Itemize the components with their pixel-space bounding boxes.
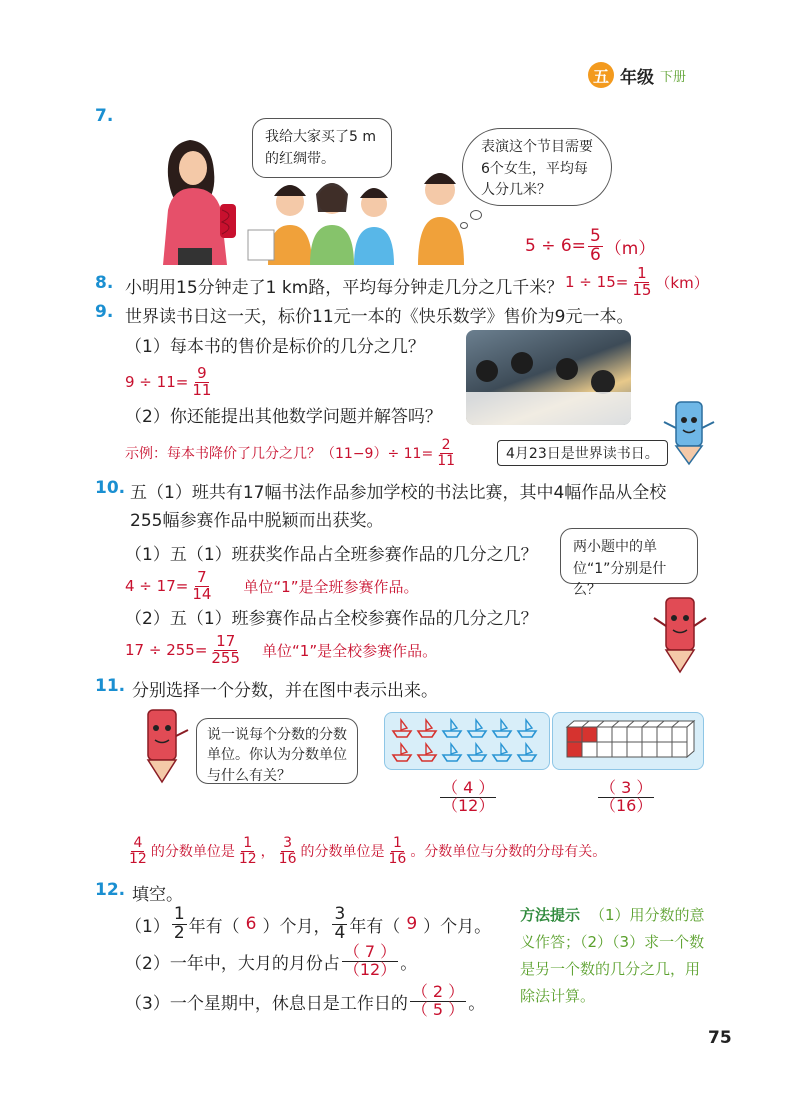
cube-cell	[672, 742, 687, 757]
method-tip: 方法提示 （1）用分数的意义作答；（2）（3）求一个数是另一个数的几分之几，用除法计算。	[520, 906, 705, 1005]
q11-text: 分别选择一个分数，并在图中表示出来。	[132, 681, 438, 701]
q10-sub1-answer: 4 ÷ 17= $\frac{7}{14}$ 单位“1”是全班参赛作品。	[125, 568, 419, 603]
boat-icon	[493, 744, 511, 761]
q9-sub1-answer: 9 ÷ 11= $\frac{9}{11}$	[125, 364, 212, 399]
q9-note: 4月23日是世界读书日。	[497, 440, 668, 466]
cube-cell	[567, 727, 582, 742]
q10-sub1: （1）五（1）班获奖作品占全班参赛作品的几分之几？	[125, 545, 538, 565]
boat-icon	[518, 720, 536, 737]
boat-icon	[493, 720, 511, 737]
q12-sub3: （3）一个星期中，休息日是工作日的 $\frac{( 2 )}{( 5 )}$ 。	[125, 982, 486, 1019]
q11-bubble: 说一说每个分数的分数单位。你认为分数单位与什么有关？	[196, 718, 358, 784]
q11-answer-2: $\frac{( 3 )}{(16)}$	[600, 778, 653, 815]
q7-illustration	[150, 130, 480, 265]
q10-bubble: 两小题中的单位“1”分别是什么？	[560, 528, 698, 584]
boat-icon	[393, 720, 411, 737]
grade-label: 年级	[620, 67, 654, 88]
girl-figure	[248, 185, 312, 265]
q10-number: 10.	[95, 478, 126, 498]
cube-cell	[612, 742, 627, 757]
q12-text: 填空。	[132, 885, 183, 905]
q12-sub2: （2）一年中，大月的月份占 $\frac{( 7 )}{(12)}$ 。	[125, 942, 418, 979]
girl-figure	[310, 183, 354, 265]
q9-sub2: （2）你还能提出其他数学问题并解答吗？	[125, 407, 442, 427]
girl-figure	[354, 188, 394, 265]
q7-number: 7.	[95, 106, 114, 126]
cube-cell	[582, 742, 597, 757]
cube-cell	[627, 742, 642, 757]
cube-cell	[627, 727, 642, 742]
q9-sub1: （1）每本书的售价是标价的几分之几？	[125, 337, 425, 357]
pencil-mascot-red	[132, 706, 192, 784]
cube-cell	[642, 727, 657, 742]
q11-answer-1: $\frac{( 4 )}{(12)}$	[442, 778, 495, 815]
grade-badge: 五	[588, 62, 614, 88]
pencil-mascot-red	[648, 594, 712, 674]
library-photo	[466, 330, 631, 425]
boat-icon	[418, 744, 436, 761]
cube-cell	[582, 727, 597, 742]
q9-number: 9.	[95, 302, 114, 322]
page-number: 75	[708, 1028, 732, 1048]
cubes-panel	[552, 712, 704, 770]
q12-sub1: （1） $\frac{1}{2}$ 年有（ 6 ）个月， $\frac{3}{4}$ 年有（ 9 ）个月。	[125, 904, 492, 943]
q11-number: 11.	[95, 676, 126, 696]
cube-cell	[612, 727, 627, 742]
cube-cell	[567, 742, 582, 757]
boats-panel	[384, 712, 550, 770]
cube-cell	[657, 742, 672, 757]
q10-line2: 255幅参赛作品中脱颖而出获奖。	[130, 511, 384, 531]
q9-text: 世界读书日这一天，标价11元一本的《快乐数学》售价为9元一本。	[125, 307, 634, 327]
boy-figure	[418, 173, 464, 265]
cube-cell	[642, 742, 657, 757]
grade-header	[588, 62, 686, 88]
boat-icon	[468, 720, 486, 737]
q10-sub2-answer: 17 ÷ 255= $\frac{17}{255}$ 单位“1”是全校参赛作品。	[125, 632, 438, 667]
q8-text: 小明用15分钟走了1 km路，平均每分钟走几分之几千米？	[125, 278, 564, 298]
cube-cell	[597, 727, 612, 742]
boat-icon	[443, 744, 461, 761]
boat-icon	[518, 744, 536, 761]
cube-cell	[657, 727, 672, 742]
cube-cell	[672, 727, 687, 742]
boat-icon	[468, 744, 486, 761]
boat-icon	[418, 720, 436, 737]
q11-summary: $\frac{4}{12}$ 的分数单位是 $\frac{1}{12}$ ， $\frac{3}{16}$ 的分数单位是 $\frac{1}{16}$ 。分数单位与分数的分母有关。	[129, 835, 607, 867]
teacher-figure	[163, 140, 236, 265]
cube-side-face	[687, 721, 694, 757]
q7-answer: 5 ÷ 6= $\frac{5}{6}$ （m）	[525, 226, 656, 265]
q9-sub2-answer: 示例：每本书降价了几分之几？（11−9）÷ 11= $\frac{2}{11}$	[125, 437, 456, 469]
q8-number: 8.	[95, 273, 114, 293]
q7-bubble-boy: 表演这个节目需要6个女生，平均每人分几米？	[462, 128, 612, 206]
boat-icon	[393, 744, 411, 761]
pencil-mascot	[658, 398, 718, 466]
cube-cell	[597, 742, 612, 757]
boats-diagram	[385, 713, 549, 769]
cubes-diagram	[553, 713, 703, 769]
q10-line1: 五（1）班共有17幅书法作品参加学校的书法比赛，其中4幅作品从全校	[130, 483, 667, 503]
term-label: 下册	[660, 69, 687, 85]
q7-bubble-teacher: 我给大家买了5 m的红绸带。	[252, 118, 392, 178]
q12-number: 12.	[95, 880, 126, 900]
boat-icon	[443, 720, 461, 737]
q8-answer: 1 ÷ 15= $\frac{1}{15}$ （km）	[565, 264, 709, 299]
q10-sub2: （2）五（1）班参赛作品占全校参赛作品的几分之几？	[125, 609, 538, 629]
